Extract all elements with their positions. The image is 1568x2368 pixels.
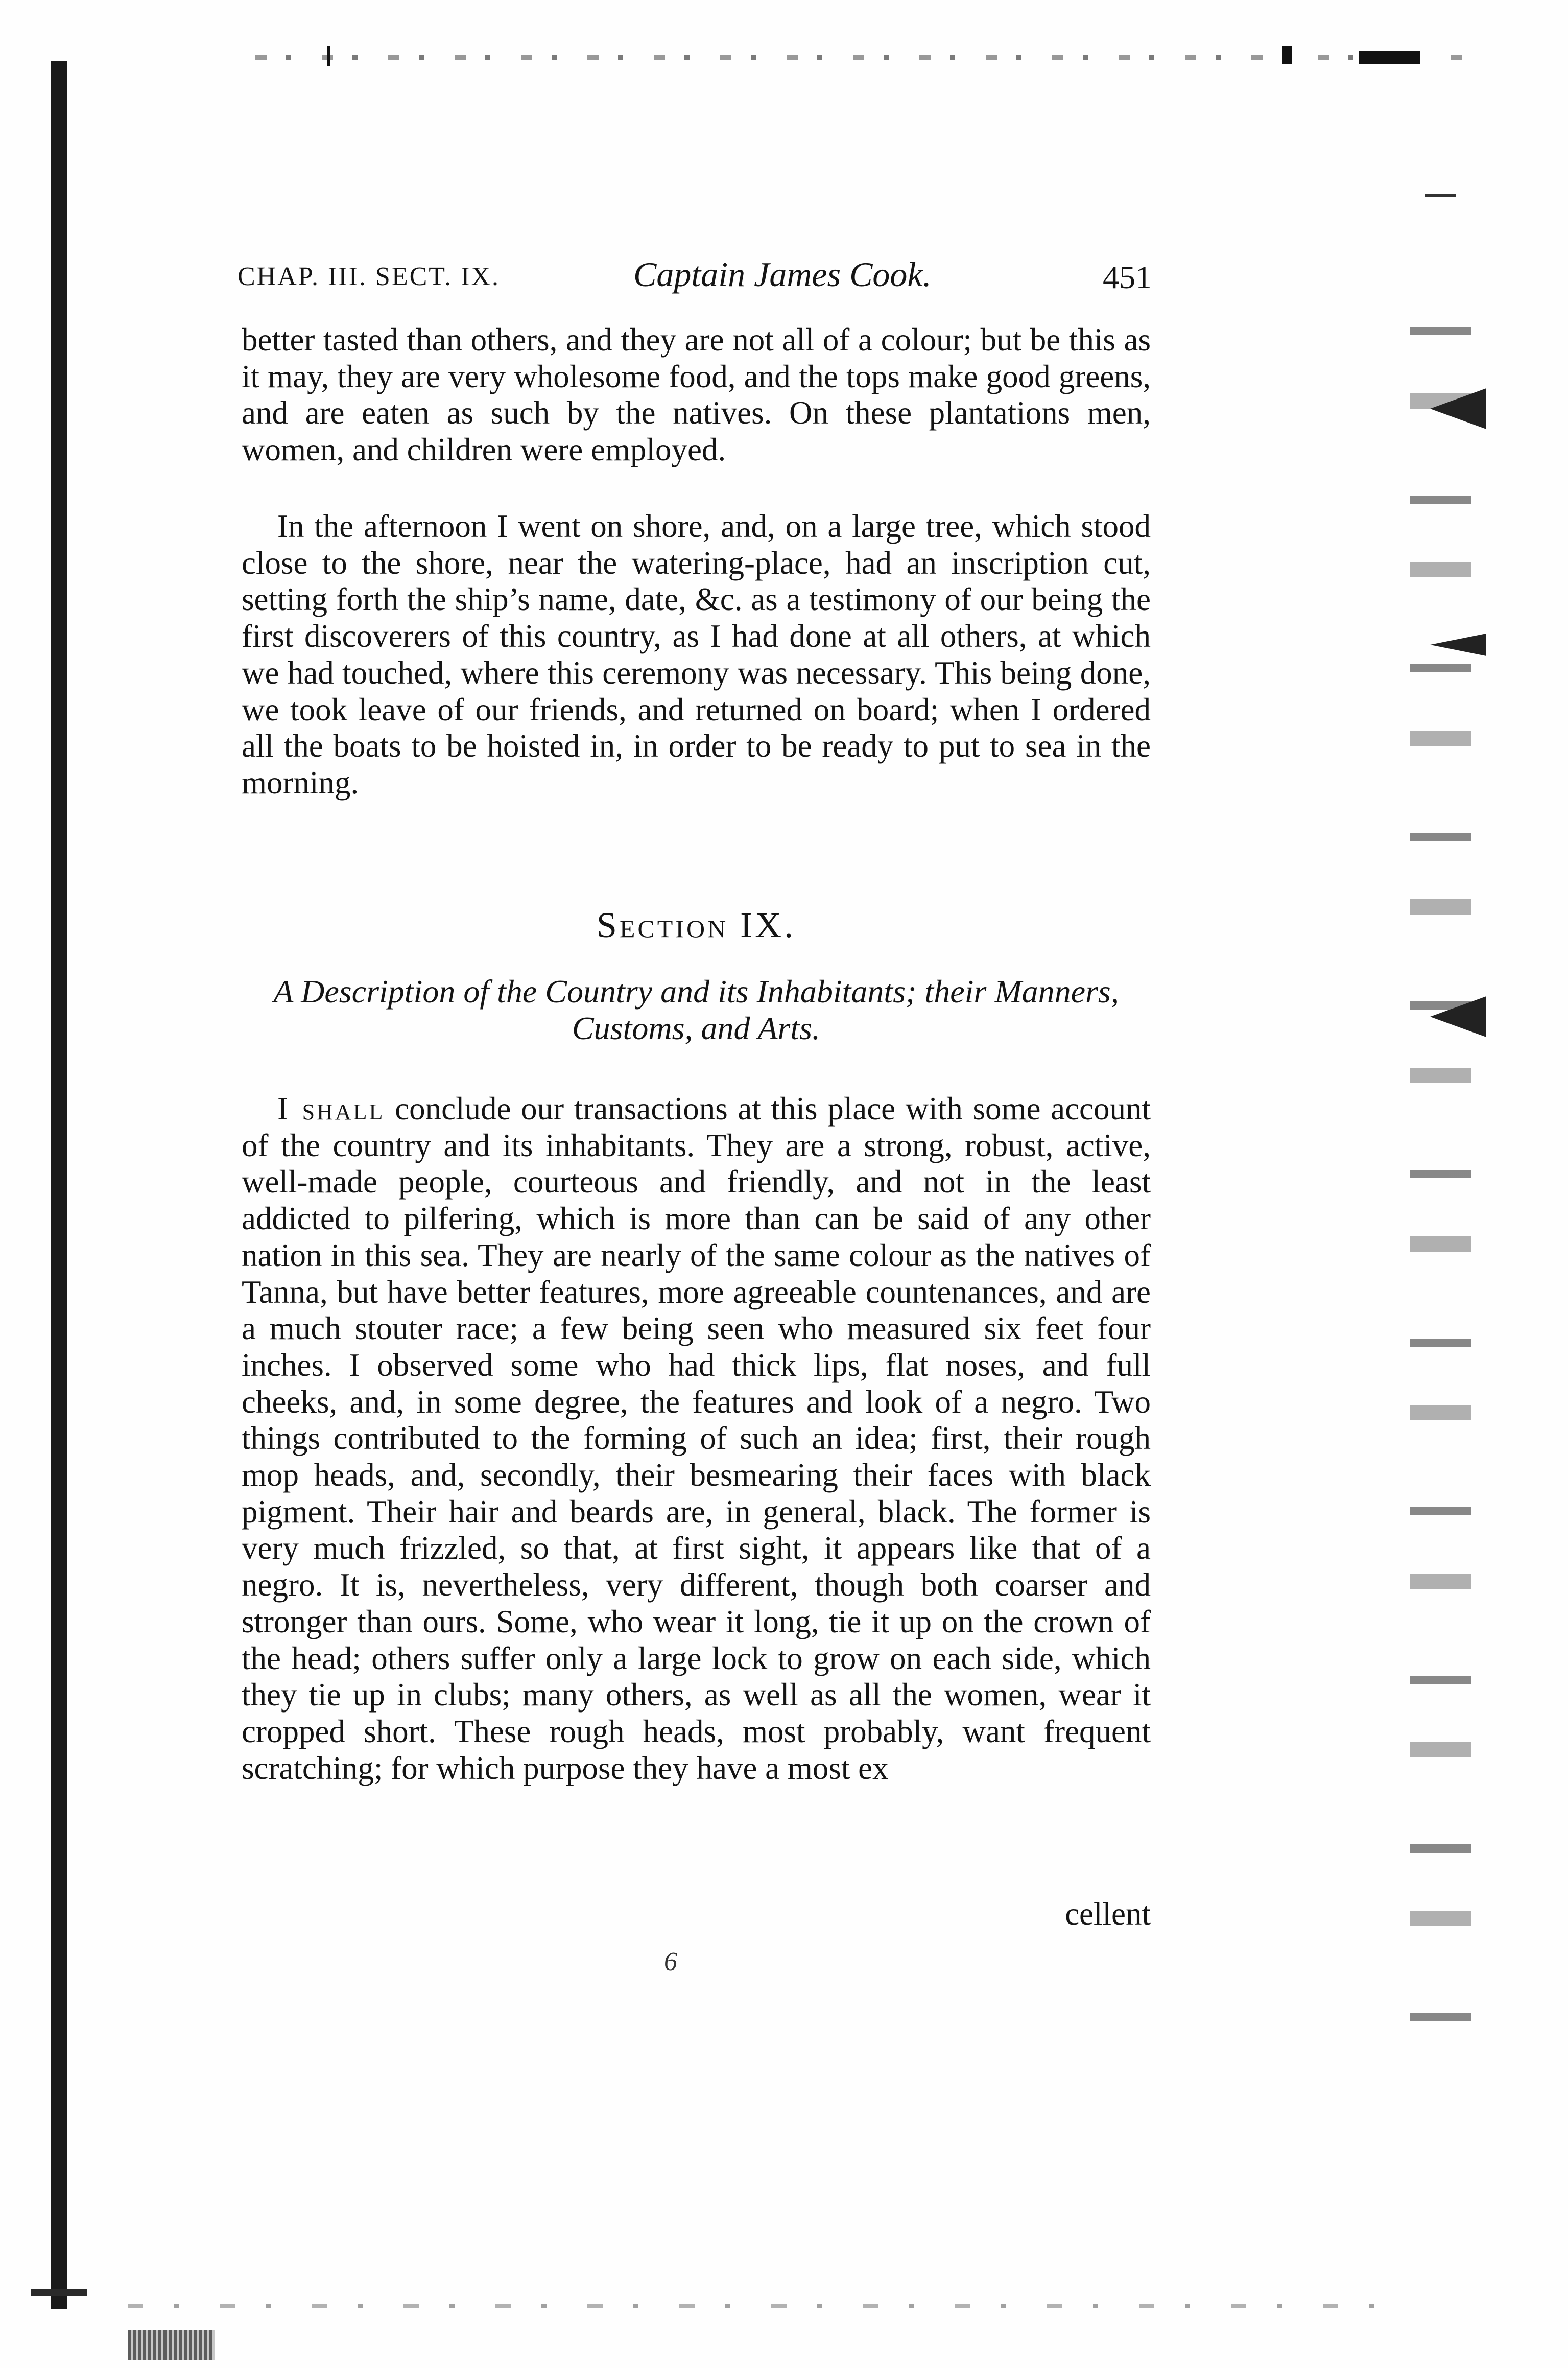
paragraph: better tasted than others, and they are not all of a colour; but be this as it may, they are very wholesome food, and the tops make good greens, and are eaten as such by the natives. On these plantations men, women, and children were employed. xyxy=(242,322,1151,468)
right-edge-rule xyxy=(1425,194,1456,197)
signature-mark: 6 xyxy=(664,1947,677,1976)
top-edge-mark xyxy=(1282,46,1292,64)
paragraph: In the afternoon I went on shore, and, on a large tree, which stood close to the shore, near the watering-place, had an inscription cut, setting forth the ship’s name, date, &c. as a testimony of our being the first discoverers of this country, as I had done at all others, at which we had touched, where this ceremony was necessary. This being done, we took leave of our friends, and returned on board; when I ordered all the boats to be hoisted in, in order to be ready to put to sea in the morning. xyxy=(242,508,1151,801)
page-number: 451 xyxy=(1103,259,1152,295)
paragraph-text: conclude our transactions at this place with some account of the country and its inhabitants. They are a strong, robust, active, well-made people, courteous and friendly, and not in the least addicted to pilfering, which is more than can be said of any other nation in this sea. They are nearly of the same colour as the natives of Tanna, but have better features, more agreeable countenances, and are a much stouter race; a few being seen who measured six feet four inches. I observed some who had thick lips, flat noses, and full cheeks, and, in some degree, the features and look of a negro. Two things contributed to the forming of such an idea; first, their rough mop heads, and, secondly, their besmearing their faces with black pigment. Their hair and beards are, in general, black. The former is very much frizzled, so that, at first sight, it appears like that of a negro. It is, nevertheless, very different, though both coarser and stronger than ours. Some, who wear it long, tie it up on the crown of the head; others suffer only a large lock to grow on each side, which they tie up in clubs; many others, as well as all the women, wear it cropped short. These rough heads, most probably, want frequent scratching; for which purpose they have a most ex xyxy=(242,1091,1151,1786)
right-edge-tab xyxy=(1430,996,1486,1037)
binding-edge xyxy=(51,61,67,2309)
running-head-chapter: CHAP. III. SECT. IX. xyxy=(237,262,501,291)
paragraph xyxy=(242,1091,1151,1787)
right-edge-tab xyxy=(1430,634,1486,656)
section-heading: Section IX. xyxy=(596,905,796,946)
top-edge-mark xyxy=(327,46,330,66)
right-edge-tab xyxy=(1430,388,1486,429)
running-head-title: Captain James Cook. xyxy=(633,255,932,294)
section-body xyxy=(242,1091,1151,1787)
opening-word: I shall xyxy=(277,1091,385,1127)
binding-edge-foot xyxy=(31,2289,87,2296)
running-head xyxy=(237,250,1152,296)
right-edge-artifact xyxy=(1410,286,1471,2074)
paragraph-afternoon xyxy=(242,508,1151,802)
top-edge-artifact xyxy=(255,55,1481,60)
catchword: cellent xyxy=(1065,1896,1151,1932)
bottom-edge-artifact xyxy=(128,2304,1405,2308)
section-subtitle: A Description of the Country and its Inhabitants; their Manners, Customs, and Arts. xyxy=(273,973,1119,1046)
top-edge-mark xyxy=(1359,51,1420,64)
paragraph-continued xyxy=(242,322,1151,468)
scan-artifact-bottom-left xyxy=(128,2330,215,2360)
